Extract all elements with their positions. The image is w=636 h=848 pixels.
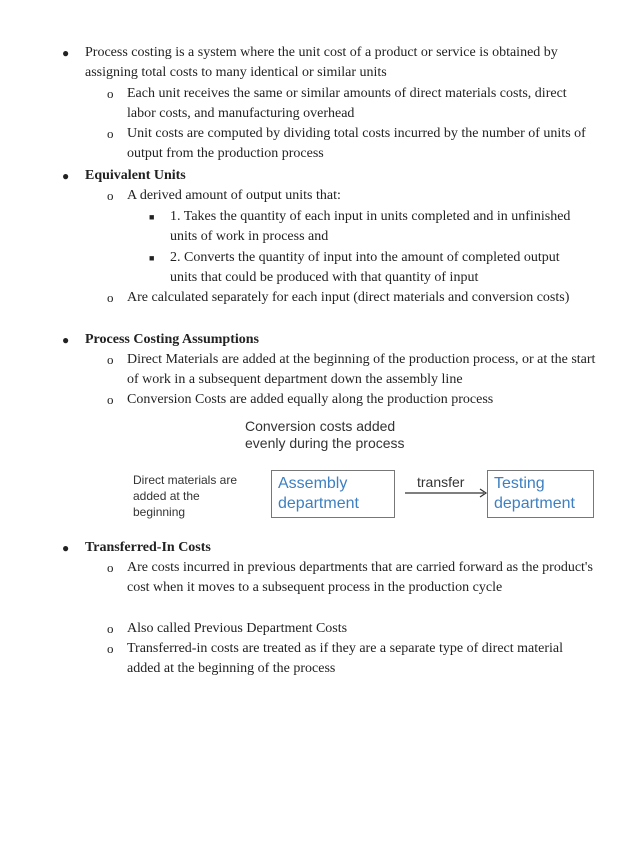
- circle-bullet-icon: o: [107, 188, 114, 203]
- sub-bullet: o Are calculated separately for each input (direct materials and conversion costs): [127, 288, 597, 308]
- circle-bullet-icon: o: [107, 392, 114, 407]
- bullet-process-costing: ● Process costing is a system where the unit cost of a product or service is obtained by assigning total costs to many identical or similar units: [62, 45, 558, 81]
- materials-note: Direct materials are added at the beginning: [133, 473, 238, 519]
- square-bullet-icon: ■: [149, 212, 155, 222]
- sub-bullet: o Transferred-in costs are treated as if they are a separate type of direct material added at the beginning of the process: [107, 641, 563, 677]
- sub-bullet: o Each unit receives the same or similar amounts of direct materials costs, direct labor costs, and manufacturing overhead: [107, 86, 567, 122]
- sub-bullet: o Are costs incurred in previous departments that are carried forward as the product's cost when it moves to a subsequent process in the production cycle: [107, 560, 593, 596]
- conversion-note: Conversion costs added evenly during the process: [245, 418, 405, 451]
- assembly-department-box: Assembly department: [271, 470, 395, 518]
- sub-bullet: o Unit costs are computed by dividing total costs incurred by the number of units of output from the production process: [107, 126, 586, 162]
- circle-bullet-icon: o: [107, 290, 114, 305]
- circle-bullet-icon: o: [107, 352, 114, 367]
- sub-bullet: o Conversion Costs are added equally along the production process: [127, 390, 597, 410]
- circle-bullet-icon: o: [107, 641, 114, 656]
- heading-transferred-in: ● Transferred-In Costs: [85, 538, 565, 558]
- sub-bullet: o Direct Materials are added at the beginning of the production process, or at the start of work in a subsequent department down the assembly line: [107, 352, 596, 388]
- sub-sub-bullet: ■ 1. Takes the quantity of each input in units completed and in unfinished units of work in process and: [149, 209, 571, 245]
- sub-bullet: o A derived amount of output units that:: [127, 186, 597, 206]
- heading-assumptions: ● Process Costing Assumptions: [85, 330, 565, 350]
- bullet-icon: ●: [62, 333, 70, 347]
- heading-equivalent-units: ● Equivalent Units: [85, 166, 565, 186]
- arrow-icon: [404, 488, 488, 498]
- sub-sub-bullet: ■ 2. Converts the quantity of input into the amount of completed output units that could be produced with that quantity of input: [149, 250, 560, 286]
- bullet-icon: ●: [62, 169, 70, 183]
- testing-department-box: Testing department: [487, 470, 594, 518]
- circle-bullet-icon: o: [107, 126, 114, 141]
- circle-bullet-icon: o: [107, 621, 114, 636]
- square-bullet-icon: ■: [149, 253, 155, 263]
- bullet-icon: ●: [62, 46, 70, 60]
- process-diagram: [120, 412, 600, 532]
- circle-bullet-icon: o: [107, 86, 114, 101]
- circle-bullet-icon: o: [107, 560, 114, 575]
- transfer-label: transfer: [417, 474, 465, 490]
- bullet-icon: ●: [62, 541, 70, 555]
- sub-bullet: o Also called Previous Department Costs: [127, 619, 597, 639]
